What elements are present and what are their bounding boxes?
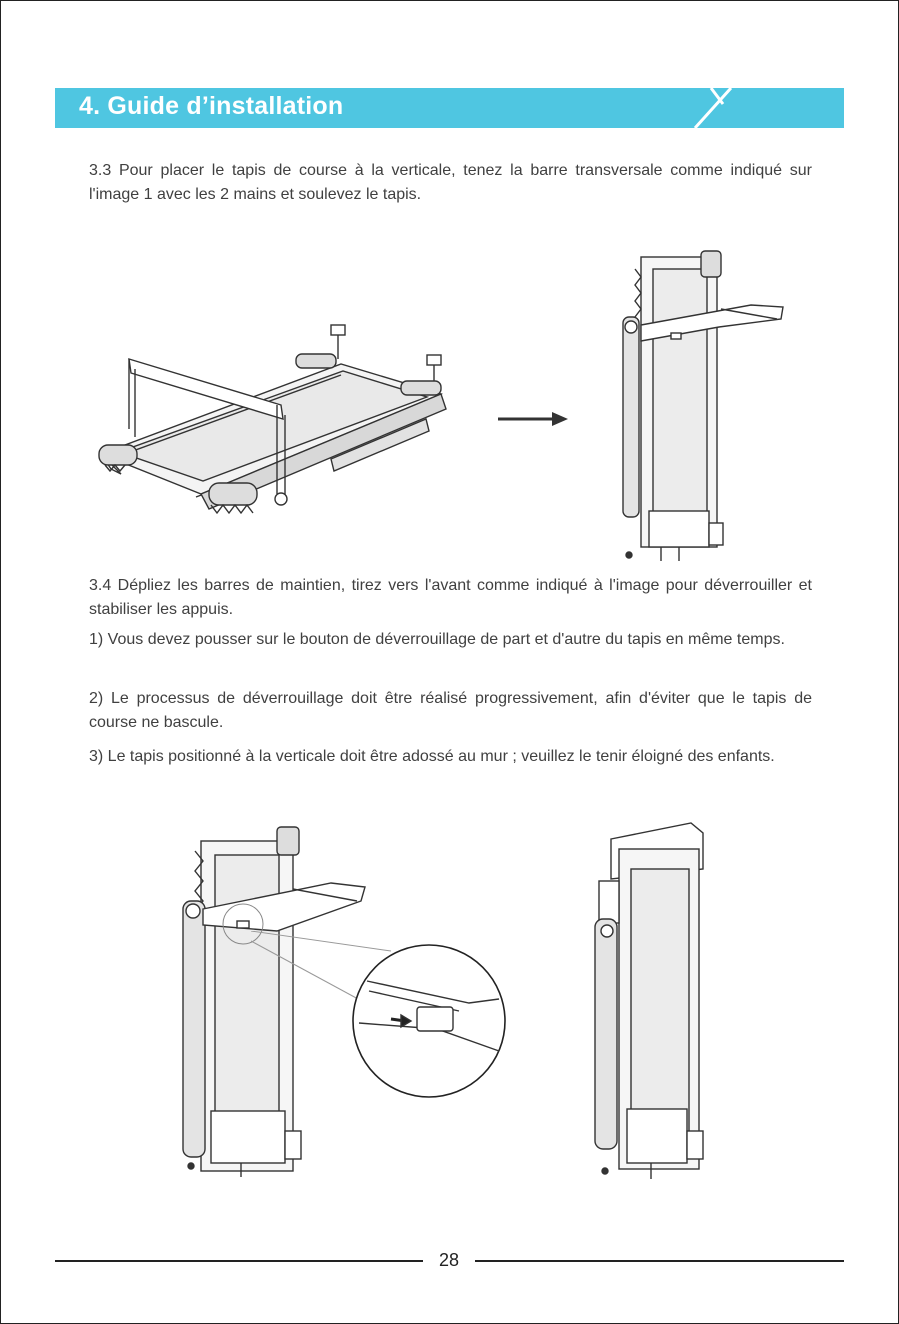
paragraph-3-4-intro: 3.4 Dépliez les barres de maintien, tirez vers l'avant comme indiqué à l'image pour déverrouiller et stabiliser les appuis. xyxy=(89,577,812,618)
treadmill-upright-illustration xyxy=(601,249,791,561)
list-item-2: 2) Le processus de déverrouillage doit être réalisé progressivement, afin d'éviter que le tapis de course ne bascule. xyxy=(89,690,812,731)
footer-rule-left xyxy=(55,1260,423,1262)
section-title: 4. Guide d’installation xyxy=(79,92,344,120)
page-number: 28 xyxy=(438,1250,460,1270)
treadmill-upright-stored-illustration xyxy=(591,819,721,1181)
footer-rule-right xyxy=(475,1260,844,1262)
right-arrow-icon xyxy=(498,409,570,429)
list-item-1: 1) Vous devez pousser sur le bouton de déverrouillage de part et d'autre du tapis en même temps. xyxy=(89,631,785,648)
paragraph-3-3: 3.3 Pour placer le tapis de course à la verticale, tenez la barre transversale comme indiqué sur l'image 1 avec les 2 mains et soulevez le tapis. xyxy=(89,162,812,203)
list-item-3: 3) Le tapis positionné à la verticale doit être adossé au mur ; veuillez le tenir éloigné des enfants. xyxy=(89,748,775,765)
treadmill-flat-illustration xyxy=(91,319,461,519)
section-header xyxy=(55,88,844,128)
unlock-button-detail-illustration xyxy=(349,941,509,1101)
